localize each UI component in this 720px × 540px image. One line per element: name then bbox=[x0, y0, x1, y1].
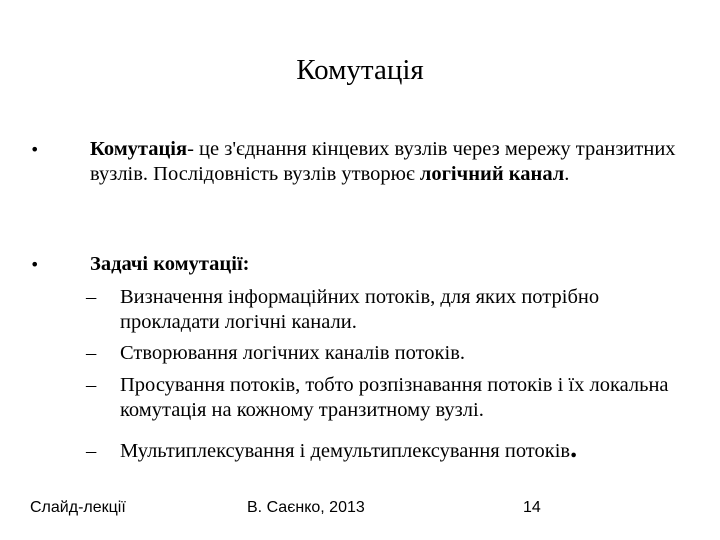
logical-channel-bold: логічний канал bbox=[419, 163, 565, 185]
footer-author: В. Саєнко, 2013 bbox=[247, 499, 365, 516]
tasks-heading: Задачі комутації: bbox=[90, 253, 250, 275]
sub-item-text bbox=[120, 433, 686, 464]
dash-marker: – bbox=[86, 440, 97, 462]
sub-item-multiplexing bbox=[86, 433, 686, 464]
footer-left-label: Слайд-лекції bbox=[30, 499, 126, 516]
slide-title: Комутація bbox=[296, 54, 424, 86]
sub-item-forward-flows bbox=[86, 373, 686, 423]
dash-marker: – bbox=[86, 374, 97, 396]
dash-marker: – bbox=[86, 286, 97, 308]
bullet-item-definition bbox=[30, 137, 680, 187]
definition-ending: . bbox=[564, 163, 570, 185]
multiplexing-text: Мультиплексування і демультиплексування потоків bbox=[120, 440, 571, 462]
bullet-marker: • bbox=[30, 255, 40, 274]
sub-item-text: Створювання логічних каналів потоків. bbox=[120, 342, 466, 364]
bullet-marker: • bbox=[30, 140, 40, 159]
sub-item-text: Просування потоків, тобто розпізнавання потоків і їх локальна комутація на кожному транзитному вузлі. bbox=[120, 374, 669, 421]
slide-number: 14 bbox=[523, 499, 541, 516]
term-bold: Комутація bbox=[90, 138, 188, 160]
sub-item-identify-flows bbox=[86, 285, 686, 335]
dash-marker: – bbox=[86, 342, 97, 364]
definition-text: - це з'єднання кінцевих вузлів через мережу транзитних вузлів. Послідовність вузлів утворює bbox=[90, 138, 676, 185]
sub-item-text: Визначення інформаційних потоків, для яких потрібно прокладати логічні канали. bbox=[120, 286, 600, 333]
bullet-item-tasks bbox=[30, 252, 680, 278]
bullet-text bbox=[90, 137, 680, 187]
multiplexing-ending: . bbox=[570, 433, 578, 464]
sub-item-create-channels bbox=[86, 341, 686, 366]
